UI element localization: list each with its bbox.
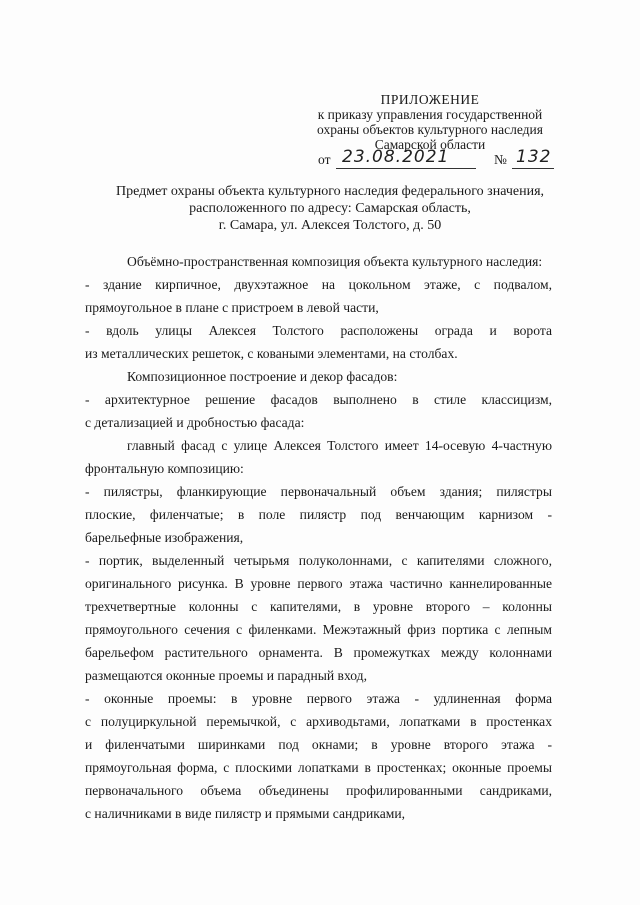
order-date-number-line [318,147,558,172]
date-prefix: от [318,152,331,167]
text-line: - пилястры, фланкирующие первоначальный объем здания; пилястры [85,484,552,499]
text-line: из металлических решеток, с коваными элементами, на столбах. [85,346,458,361]
document-body [85,250,552,825]
paragraph [85,687,552,825]
paragraph [85,480,552,549]
paragraph [85,549,552,687]
text-line: трехчетвертные колонны с капителями, в уровне второго – колонны [85,599,552,614]
text-line: - оконные проемы: в уровне первого этажа - удлиненная форма [85,691,552,706]
text-line: Объёмно-пространственная композиция объекта культурного наследия: [127,254,543,269]
appendix-line: к приказу управления государственной [317,107,543,122]
appendix-line: охраны объектов культурного наследия [317,122,543,137]
text-line: - здание кирпичное, двухэтажное на цокольном этаже, с подвалом, [85,277,552,292]
text-line: главный фасад с улице Алексея Толстого имеет 14-осевую 4-частную [127,438,552,453]
paragraph [85,388,552,434]
appendix-line: Самарской области [374,137,486,152]
text-line: - вдоль улицы Алексея Толстого расположены ограда и ворота [85,323,552,338]
number-underline [512,168,554,169]
text-line: оригинального рисунка. В уровне первого этажа частично каннелированные [85,576,552,591]
text-line: - архитектурное решение фасадов выполнено в стиле классицизм, [85,392,552,407]
text-line: прямоугольное в плане с пристроем в левой части, [85,300,379,315]
text-line: Композиционное построение и декор фасадов: [127,369,398,384]
text-line: - портик, выделенный четырьмя полуколоннами, с капителями сложного, [85,553,552,568]
paragraph [85,365,552,388]
text-line: плоские, филенчатые; в поле пилястр под венчающим карнизом - [85,507,552,522]
text-line: с полуциркульной перемычкой, с архиводьтами, лопатками в простенках [85,714,552,729]
heading-line: расположенного по адресу: Самарская область, [189,201,471,216]
text-line: и филенчатыми ширинками под окнами; в уровне второго этажа - [85,737,552,752]
text-line: с детализацией и дробностью фасада: [85,415,305,430]
text-line: прямоугольная форма, с плоскими лопатками в простенках; оконные проемы [85,760,552,775]
text-line: размещаются оконные проемы и парадный вход, [85,668,367,683]
number-prefix: № [494,152,507,167]
appendix-block [300,92,560,152]
paragraph [85,319,552,365]
text-line: первоначального объема объединены профилированными сандриками, [85,783,552,798]
date-underline [336,168,476,169]
text-line: прямоугольного сечения с филенками. Межэтажный фриз портика с лепным [85,622,552,637]
heading-line: Предмет охраны объекта культурного наследия федерального значения, [115,184,545,199]
text-line: барельефом растительного орнамента. В промежутках между колоннами [85,645,552,660]
heading-line: г. Самара, ул. Алексея Толстого, д. 50 [218,218,442,233]
handwritten-date: 23.08.2021 [342,147,450,167]
paragraph [85,250,552,273]
paragraph [85,434,552,480]
paragraph [85,273,552,319]
document-heading [85,183,575,234]
appendix-title: ПРИЛОЖЕНИЕ [380,92,480,107]
text-line: барельефные изображения, [85,530,244,545]
text-line: фронтальную композицию: [85,461,244,476]
handwritten-number: 132 [516,147,552,167]
text-line: с наличниками в виде пилястр и прямыми сандриками, [85,806,406,821]
